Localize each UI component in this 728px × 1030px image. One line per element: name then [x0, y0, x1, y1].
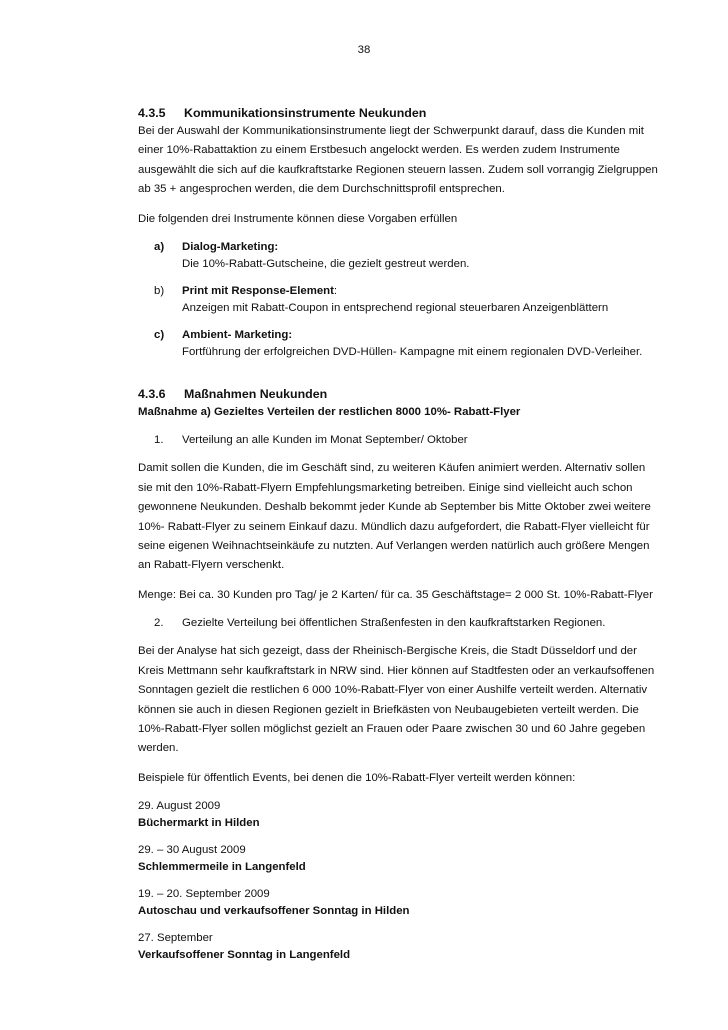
item-text: Verteilung an alle Kunden im Monat September/ Oktober [182, 434, 468, 447]
item-title: Ambient- Marketing: [182, 329, 293, 342]
paragraph-analysis: Bei der Analyse hat sich gezeigt, dass der Rheinisch-Bergische Kreis, die Stadt Düsseldorf und der Kreis Mettmann sehr kaufkraftstark in NRW sind. Hier können auf Stadtfesten oder an verkaufsoffenen Sonntagen gezielt die restlichen 6 000 10%-Rabatt-Flyer von einer Aushilfe verteilt werden. Alternativ können sie auch in diesen Regionen gezielt in Briefkästen von Neubaugebieten verteilt werden. Die 10%-Rabatt-Flyer sollen möglichst gezielt an Frauen oder Paare zwischen 30 und 60 Jahre gegeben werden. [138, 645, 655, 755]
item-text: Gezielte Verteilung bei öffentlichen Straßenfesten in den kaufkraftstarken Regionen. [182, 617, 606, 630]
event-date: 29. – 30 August 2009 [138, 844, 246, 857]
page-content [138, 104, 658, 964]
event-item [138, 842, 658, 876]
item-label: a) [154, 241, 165, 254]
event-date: 29. August 2009 [138, 800, 221, 813]
event-name: Autoschau und verkaufsoffener Sonntag in Hilden [138, 905, 410, 918]
event-list [138, 798, 658, 964]
item-label: 2. [154, 617, 164, 630]
events-intro: Beispiele für öffentlich Events, bei denen die 10%-Rabatt-Flyer verteilt werden können: [138, 771, 576, 784]
event-name: Schlemmermeile in Langenfeld [138, 861, 306, 874]
instrument-item-a [154, 239, 658, 273]
item-label: 1. [154, 434, 164, 447]
instrument-item-c [154, 327, 658, 361]
section-heading-4-3-5 [138, 104, 658, 122]
item-title-suffix: : [333, 285, 338, 298]
item-label: c) [154, 329, 165, 342]
section-title: Kommunikationsinstrumente Neukunden [184, 106, 427, 120]
event-date: 27. September [138, 932, 213, 945]
item-title: Dialog-Marketing: [182, 241, 279, 254]
instrument-item-b [154, 283, 658, 317]
item-description: Die 10%-Rabatt-Gutscheine, die gezielt gestreut werden. [182, 258, 470, 271]
item-label: b) [154, 285, 165, 298]
section-heading-4-3-6 [138, 385, 658, 403]
event-name: Verkaufsoffener Sonntag in Langenfeld [138, 949, 351, 962]
item-description: Fortführung der erfolgreichen DVD-Hüllen- Kampagne mit einem regionalen DVD-Verleiher. [182, 346, 643, 359]
section-number: 4.3.5 [138, 106, 166, 120]
measure-subtitle: Maßnahme a) Gezieltes Verteilen der restlichen 8000 10%- Rabatt-Flyer [138, 406, 521, 419]
quantity-line: Menge: Bei ca. 30 Kunden pro Tag/ je 2 Karten/ für ca. 35 Geschäftstage= 2 000 St. 10%-Rabatt-Flyer [138, 588, 653, 601]
event-date: 19. – 20. September 2009 [138, 888, 270, 901]
event-name: Büchermarkt in Hilden [138, 817, 260, 830]
item-description: Anzeigen mit Rabatt-Coupon in entsprechend regional steuerbaren Anzeigenblättern [182, 302, 609, 315]
intro-paragraph: Bei der Auswahl der Kommunikationsinstrumente liegt der Schwerpunkt darauf, dass die Kunden mit einer 10%-Rabattaktion zu einem Erstbesuch angelockt werden. Es werden zudem Instrumente ausgewählt die sich auf die kaufkraftstarke Regionen steuern lassen. Zudem soll vorrangig Zielgruppen ab 35 + angesprochen werden, die dem Durchschnittsprofil entsprechen. [138, 125, 658, 196]
item-title: Print mit Response-Element [182, 285, 334, 298]
paragraph-distribution: Damit sollen die Kunden, die im Geschäft sind, zu weiteren Käufen animiert werden. Alternativ sollen sie mit den 10%-Rabatt-Flyern Empfehlungsmarketing betreiben. Einige sind vielleicht auch schon gewonnene Neukunden. Deshalb bekommt jeder Kunde ab September bis Mitte Oktober zwei weitere 10%- Rabatt-Flyer zu seinem Einkauf dazu. Mündlich dazu aufgefordert, die Rabatt-Flyer vielleicht für seine eigenen Weihnachtseinkäufe zu nutzten. Auf Verlangen werden natürlich auch größere Mengen an Rabatt-Flyern verschenkt. [138, 462, 651, 572]
section-number: 4.3.6 [138, 387, 166, 402]
instruments-lead: Die folgenden drei Instrumente können diese Vorgaben erfüllen [138, 212, 458, 225]
section-title: Maßnahmen Neukunden [184, 387, 328, 402]
event-item [138, 930, 658, 964]
event-item [138, 886, 658, 920]
numbered-item-1 [154, 432, 658, 449]
page-number: 38 [357, 44, 371, 56]
numbered-item-2 [154, 615, 658, 632]
event-item [138, 798, 658, 832]
